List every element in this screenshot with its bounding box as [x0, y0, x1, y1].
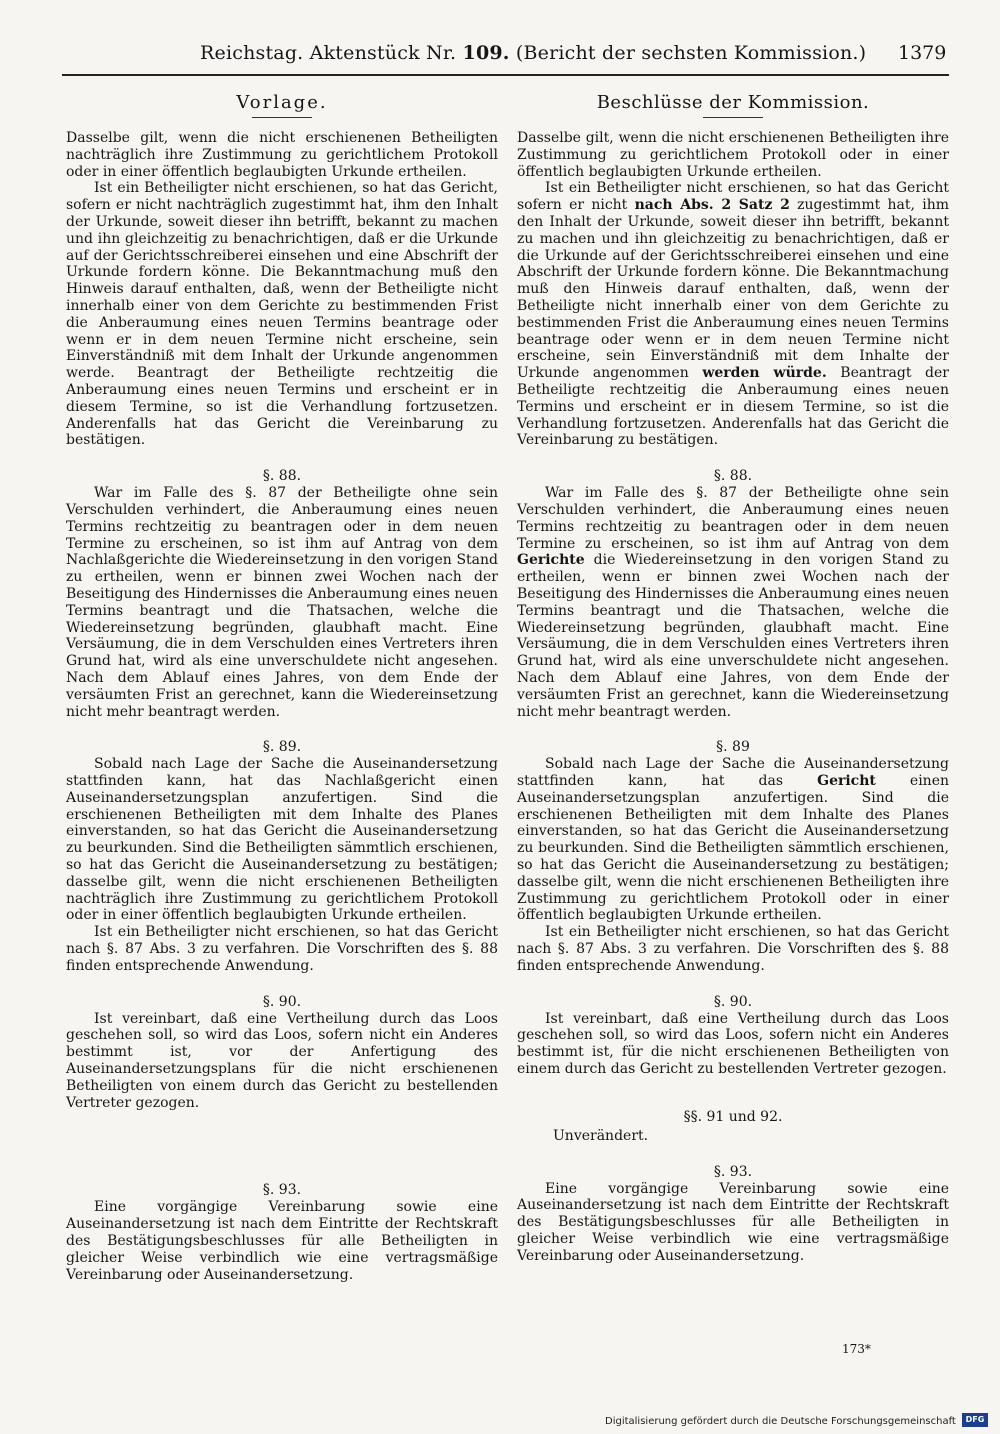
paragraph: Ist ein Betheiligter nicht erschienen, so hat das Gericht nach §. 87 Abs. 3 zu verfahren. Die Vorschriften des §. 88 finden entsprechende Anwendung.: [517, 924, 949, 974]
paragraph: Sobald nach Lage der Sache die Auseinandersetzung stattfinden kann, hat das Nachlaßgericht einen Auseinandersetzungsplan anzufertigen. Sind die erschienenen Betheiligten mit dem Inhalte des Planes einverstanden, so hat das Gericht die Auseinandersetzung zu beurkunden. Sind die Betheiligten sämmtlich erschienen, so hat das Gericht die Auseinandersetzung zu bestätigen; dasselbe gilt, wenn die nicht erschienenen Betheiligten nachträglich ihre Zustimmung zu gerichtlichem Protokoll oder in einer öffentlich beglaubigten Urkunde ertheilen.: [66, 756, 498, 924]
section-heading: §. 88.: [713, 468, 753, 485]
text-run: zugestimmt hat, ihm den Inhalt der Urkunde, soweit dieser ihn betrifft, bekannt zu machen und ihn gleichzeitig zu benachrichtigen, daß er die Urkunde auf der Gerichtsschreiberei einsehen und eine Abschrift der Urkunde fordern könne. Die Bekanntmachung muß den Hinweis darauf enthalten, daß, wenn der Betheiligte nicht innerhalb einer von dem Gerichte zu bestimmenden Frist die Anberaumung eines neuen Termins beantrage oder wenn er in dem neuen Termine nicht erscheine, sein Einverständniß mit dem Inhalte der Urkunde angenommen: [517, 197, 949, 382]
title-divider: [252, 117, 312, 118]
text-run: War im Falle des §. 87 der Betheiligte ohne sein Verschulden verhindert, die Anberaumung eines neuen Termins rechtzeitig zu beantragen oder in dem neuen Termine zu erscheinen, so ist ihm auf Antrag von dem: [517, 485, 949, 552]
section-heading: §. 90.: [713, 993, 753, 1010]
amendment-bold: nach Abs. 2 Satz 2: [634, 197, 790, 214]
left-column: [66, 86, 498, 1283]
text-run: Sobald nach Lage der Sache die Auseinandersetzung stattfinden kann, hat das: [517, 756, 949, 790]
signature-mark: 173*: [842, 1342, 871, 1356]
paragraph: Ist ein Betheiligter nicht erschienen, so hat das Gericht nach §. 87 Abs. 3 zu verfahren. Die Vorschriften des §. 88 finden entsprechende Anwendung.: [66, 924, 498, 974]
section-heading: §. 93.: [262, 1182, 302, 1199]
amendment-bold: werden würde.: [702, 365, 827, 382]
paragraph: [517, 485, 949, 720]
section-heading: §. 89.: [262, 739, 302, 756]
text-run: einen Auseinandersetzungsplan anzufertigen. Sind die erschienenen Betheiligten mit dem Inhalte des Planes einverstanden, so hat das Gericht die Auseinandersetzung zu beurkunden. Sind die Betheiligten sämmtlich erschienen, so hat das Gericht die Auseinandersetzung zu bestätigen; dasselbe gilt, wenn die nicht erschienenen Betheiligten ihre Zustimmung zu gerichtlichem Protokoll oder in einer öffentlich beglaubigten Urkunde ertheilen.: [517, 773, 950, 924]
right-column-title: Beschlüsse der Kommission.: [596, 92, 870, 113]
dfg-logo-icon: DFG: [962, 1413, 988, 1427]
paragraph: Ist vereinbart, daß eine Vertheilung durch das Loos geschehen soll, so wird das Loos, sofern nicht ein Anderes bestimmt ist, vor der Anfertigung des Auseinandersetzungsplans für die nicht erschienenen Betheiligten von einem durch das Gericht zu bestellenden Vertreter gezogen.: [66, 1010, 498, 1111]
unchanged-note: Unverändert.: [553, 1127, 649, 1144]
paragraph: [517, 180, 949, 449]
amendment-bold: Gericht: [817, 773, 876, 790]
paragraph: Eine vorgängige Vereinbarung sowie eine Auseinandersetzung ist nach dem Eintritte der Rechtskraft des Bestätigungsbeschlusses für alle Betheiligten in gleicher Weise verbindlich wie eine vertragsmäßige Vereinbarung oder Auseinandersetzung.: [517, 1180, 949, 1264]
running-title-suffix: (Bericht der sechsten Kommission.): [515, 42, 867, 64]
section-heading: §. 88.: [262, 468, 302, 485]
header-rule: [62, 74, 949, 76]
left-column-title: Vorlage.: [236, 92, 328, 113]
text-run: Beantragt der Betheiligte rechtzeitig die Anberaumung eines neuen Termins und erscheint er in diesem Termine, so ist die Verhandlung fortzusetzen. Anderenfalls hat das Gericht die Vereinbarung zu bestätigen.: [517, 365, 949, 449]
paragraph: Eine vorgängige Vereinbarung sowie eine Auseinandersetzung ist nach dem Eintritte der Rechtskraft des Bestätigungsbeschlusses für alle Betheiligten in gleicher Weise verbindlich wie eine vertragsmäßige Vereinbarung oder Auseinandersetzung.: [66, 1199, 498, 1283]
running-title: [200, 42, 866, 64]
section-heading: §. 90.: [262, 993, 302, 1010]
section-heading: §. 93.: [713, 1163, 753, 1180]
right-column: [517, 86, 949, 1265]
amendment-bold: Gerichte: [517, 552, 585, 569]
paragraph: Ist ein Betheiligter nicht erschienen, so hat das Gericht, sofern er nicht nachträglich zugestimmt hat, ihm den Inhalt der Urkunde, soweit dieser ihn betrifft, bekannt zu machen und ihn gleichzeitig zu benachrichtigen, daß er die Urkunde auf der Gerichtsschreiberei einsehen und eine Abschrift der Urkunde fordern könne. Die Bekanntmachung muß den Hinweis darauf enthalten, daß, wenn der Betheiligte nicht innerhalb einer von dem Gerichte zu bestimmenden Frist die Anberaumung eines neuen Termins beantrage oder wenn er in dem neuen Termine nicht erscheine, sein Einverständniß mit dem Inhalt der Urkunde angenommen werde. Beantragt der Betheiligte rechtzeitig die Anberaumung eines neuen Termins und erscheint er in diesem Termine, so ist die Verhandlung fortzusetzen. Anderenfalls hat das Gericht die Vereinbarung zu bestätigen.: [66, 180, 498, 449]
digitization-credit: Digitalisierung gefördert durch die Deutsche Forschungsgemeinschaft: [605, 1416, 956, 1427]
text-run: Ist ein Betheiligter nicht erschienen, so hat das Gericht sofern er nicht: [517, 180, 949, 214]
document-number: 109.: [462, 42, 510, 64]
paragraph: Ist vereinbart, daß eine Vertheilung durch das Loos geschehen soll, so wird das Loos, sofern nicht ein Anderes bestimmt ist, für die nicht erschienenen Betheiligten von einem durch das Gericht zu bestellenden Vertreter gezogen.: [517, 1010, 949, 1078]
section-heading: §. 89: [716, 739, 750, 756]
page-number: 1379: [898, 42, 947, 64]
page-header: [0, 38, 1000, 74]
text-run: die Wiedereinsetzung in den vorigen Stand zu ertheilen, wenn er binnen zwei Wochen nach der Beseitigung des Hindernisses die Anberaumung eines neuen Termins beantragt und die Thatsachen, welche die Wiedereinsetzung begründen, glaubhaft macht. Eine Versäumung, die in dem Verschulden eines Vertreters ihren Grund hat, wird als eine unverschuldete nicht angesehen. Nach dem Ablauf eine Jahres, von dem Ende der versäumten Frist an gerechnet, kann die Wiedereinsetzung nicht mehr beantragt werden.: [517, 552, 949, 720]
paragraph: War im Falle des §. 87 der Betheiligte ohne sein Verschulden verhindert, die Anberaumung eines neuen Termins rechtzeitig zu beantragen oder in dem neuen Termine zu erscheinen, so ist ihm auf Antrag von dem Nachlaßgerichte die Wiedereinsetzung in den vorigen Stand zu ertheilen, wenn er binnen zwei Wochen nach der Beseitigung des Hindernisses die Anberaumung eines neuen Termins beantragt und die Thatsachen, welche die Wiedereinsetzung begründen, glaubhaft macht. Eine Versäumung, die in dem Verschulden eines Vertreters ihren Grund hat, wird als eine unverschuldete nicht angesehen. Nach dem Ablauf eines Jahres, von dem Ende der versäumten Frist an gerechnet, kann die Wiedereinsetzung nicht mehr beantragt werden.: [66, 485, 498, 720]
paragraph: [517, 756, 949, 924]
paragraph: Dasselbe gilt, wenn die nicht erschienenen Betheiligten ihre Zustimmung zu gerichtlichem Protokoll oder in einer öffentlich beglaubigten Urkunde ertheilen.: [517, 130, 949, 180]
running-title-prefix: Reichstag. Aktenstück Nr.: [200, 42, 457, 64]
paragraph: Dasselbe gilt, wenn die nicht erschienenen Betheiligten nachträglich ihre Zustimmung zu gerichtlichem Protokoll oder in einer öffentlich beglaubigten Urkunde ertheilen.: [66, 130, 498, 180]
section-heading: §§. 91 und 92.: [683, 1108, 783, 1125]
title-divider: [703, 117, 763, 118]
